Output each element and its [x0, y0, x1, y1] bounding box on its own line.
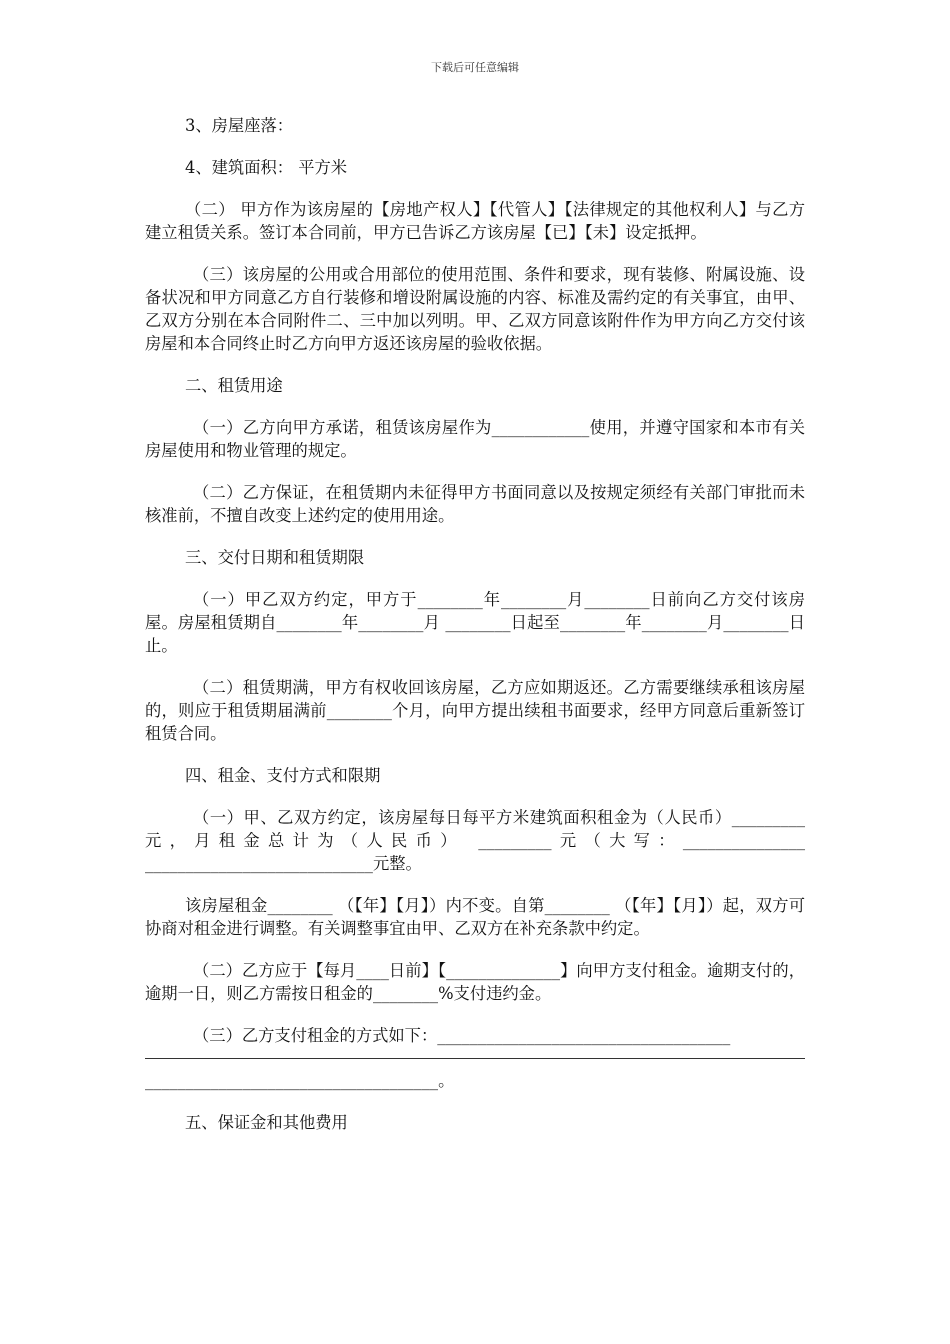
clause-use-promise: （一）乙方向甲方承诺，租赁该房屋作为____________使用，并遵守国家和本市有关房屋使用和物业管理的规定。 [145, 418, 805, 460]
clause-building-area: 4、建筑面积： 平方米 [185, 158, 348, 177]
section-heading-rent-payment: 四、租金、支付方式和限期 [185, 766, 381, 785]
clause-lease-expiry: （二）租赁期满，甲方有权收回该房屋，乙方应如期返还。乙方需要继续承租该房屋的，则应于租赁期届满前________个月，向甲方提出续租书面要求，经甲方同意后重新签订租赁合同。 [145, 678, 805, 743]
clause-payment-deadline: （二）乙方应于【每月____日前】【______________】向甲方支付租金。逾期支付的， 逾期一日，则乙方需按日租金的________%支付违约金。 [145, 961, 805, 1003]
contract-body [145, 114, 805, 1134]
section-heading-delivery-term: 三、交付日期和租赁期限 [185, 548, 365, 567]
clause-rent-adjustment: 该房屋租金________ （【年】【月】）内不变。自第________ （【年】【月】）起，双方可协商对租金进行调整。有关调整事宜由甲、乙双方在补充条款中约定。 [145, 896, 805, 938]
clause-common-areas: （三）该房屋的公用或合用部位的使用范围、条件和要求，现有装修、附属设施、设备状况和甲方同意乙方自行装修和增设附属设施的内容、标准及需约定的有关事宜，由甲、乙双方分别在本合同附件二、三中加以列明。甲、乙双方同意该附件作为甲方向乙方交付该房屋和本合同终止时乙方向甲方返还该房屋的验收依据。 [145, 265, 805, 353]
page-header-note: 下载后可任意编辑 [431, 61, 519, 74]
clause-payment-method: （三）乙方支付租金的方式如下：____________________________________ [193, 1026, 731, 1045]
clause-rent-amount: （一）甲、乙双方约定，该房屋每日每平方米建筑面积租金为（人民币）_________元，月租金总计为（人民币） _________元（大写：_______________ ____________________________元整。 [145, 808, 805, 873]
clause-landlord-relation: （二） 甲方作为该房屋的【房地产权人】【代管人】【法律规定的其他权利人】与乙方建立租赁关系。签订本合同前，甲方已告诉乙方该房屋【已】【未】设定抵押。 [145, 200, 805, 242]
clause-payment-method-tail: ____________________________________。 [145, 1071, 455, 1090]
clause-use-guarantee: （二）乙方保证，在租赁期内未征得甲方书面同意以及按规定须经有关部门审批而未核准前，不擅自改变上述约定的使用用途。 [145, 483, 805, 525]
section-heading-lease-use: 二、租赁用途 [185, 376, 283, 395]
section-heading-deposit-fees: 五、保证金和其他费用 [185, 1113, 348, 1132]
clause-delivery-date: （一）甲乙双方约定，甲方于________年________月________日前向乙方交付该房屋。房屋租赁期自________年________月 ________日起至________年________月________日止。 [145, 590, 805, 655]
clause-house-location: 3、房屋座落： [185, 116, 294, 135]
